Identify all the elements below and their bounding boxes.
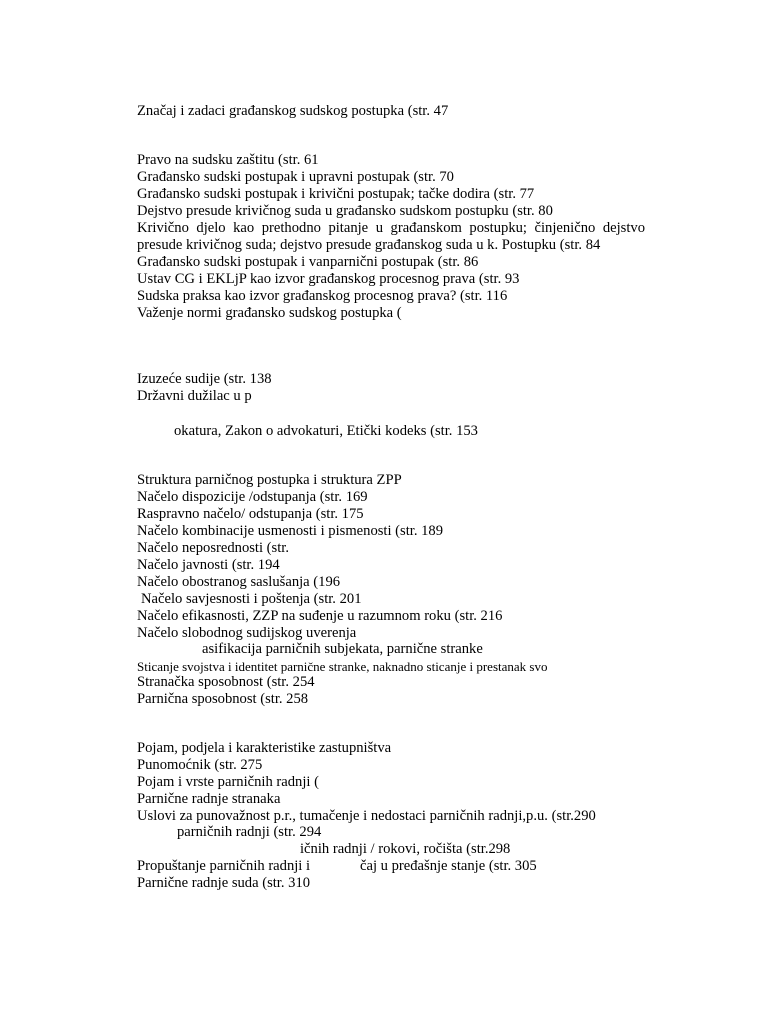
- text-line: Građansko sudski postupak i krivični postupak; tačke dodira (str. 77: [137, 186, 535, 202]
- text-line: Načelo obostranog saslušanja (196: [137, 574, 341, 590]
- text-line: Značaj i zadaci građanskog sudskog postupka (str. 47: [137, 103, 449, 119]
- text-line: Struktura parničnog postupka i struktura ZPP: [137, 472, 402, 488]
- text-line: Parnične radnje stranaka: [137, 791, 281, 807]
- text-line: Načelo efikasnosti, ZZP na suđenje u razumnom roku (str. 216: [137, 608, 503, 624]
- text-line: Parnične radnje suda (str. 310: [137, 875, 311, 891]
- text-line: Sudska praksa kao izvor građanskog procesnog prava? (str. 116: [137, 288, 508, 304]
- text-line: Pojam, podjela i karakteristike zastupništva: [137, 740, 392, 756]
- text-line: Parnična sposobnost (str. 258: [137, 691, 309, 707]
- text-line: Pojam i vrste parničnih radnji (: [137, 774, 319, 790]
- text-line: Građansko sudski postupak i upravni postupak (str. 70: [137, 169, 454, 185]
- text-line: Sticanje svojstva i identitet parnične stranke, naknadno sticanje i prestanak svo: [137, 659, 548, 674]
- text-line: Načelo dispozicije /odstupanja (str. 169: [137, 489, 368, 505]
- text-line: parničnih radnji (str. 294: [177, 824, 322, 840]
- text-line: Načelo kombinacije usmenosti i pismenosti (str. 189: [137, 523, 444, 539]
- text-line: Propuštanje parničnih radnji i: [137, 858, 311, 874]
- text-line: Važenje normi građansko sudskog postupka (: [137, 305, 402, 321]
- text-line: Punomoćnik (str. 275: [137, 757, 263, 773]
- text-line: okatura, Zakon o advokaturi, Etički kodeks (str. 153: [174, 423, 478, 439]
- text-line: ičnih radnji / rokovi, ročišta (str.298: [300, 841, 511, 857]
- text-line: asifikacija parničnih subjekata, parnične stranke: [202, 641, 483, 657]
- text-line: Državni dužilac u p: [137, 388, 252, 404]
- text-line: Načelo javnosti (str. 194: [137, 557, 280, 573]
- text-line: Načelo savjesnosti i poštenja (str. 201: [141, 591, 362, 607]
- text-line: Raspravno načelo/ odstupanja (str. 175: [137, 506, 364, 522]
- text-line: Krivično djelo kao prethodno pitanje u građanskom postupku; činjenično dejstvo: [137, 220, 645, 236]
- text-line: Načelo slobodnog sudijskog uverenja: [137, 625, 357, 641]
- text-line: Načelo neposrednosti (str.: [137, 540, 289, 556]
- text-line: Izuzeće sudije (str. 138: [137, 371, 272, 387]
- text-line: Ustav CG i EKLjP kao izvor građanskog procesnog prava (str. 93: [137, 271, 520, 287]
- text-line: čaj u pređašnje stanje (str. 305: [360, 858, 537, 874]
- text-line: Uslovi za punovažnost p.r., tumačenje i nedostaci parničnih radnji,p.u. (str.290: [137, 808, 596, 824]
- text-line: Pravo na sudsku zaštitu (str. 61: [137, 152, 319, 168]
- text-line: Dejstvo presude krivičnog suda u građansko sudskom postupku (str. 80: [137, 203, 553, 219]
- text-line: Stranačka sposobnost (str. 254: [137, 674, 315, 690]
- text-line: Građansko sudski postupak i vanparnični postupak (str. 86: [137, 254, 479, 270]
- text-line: presude krivičnog suda; dejstvo presude građanskog suda u k. Postupku (str. 84: [137, 237, 601, 253]
